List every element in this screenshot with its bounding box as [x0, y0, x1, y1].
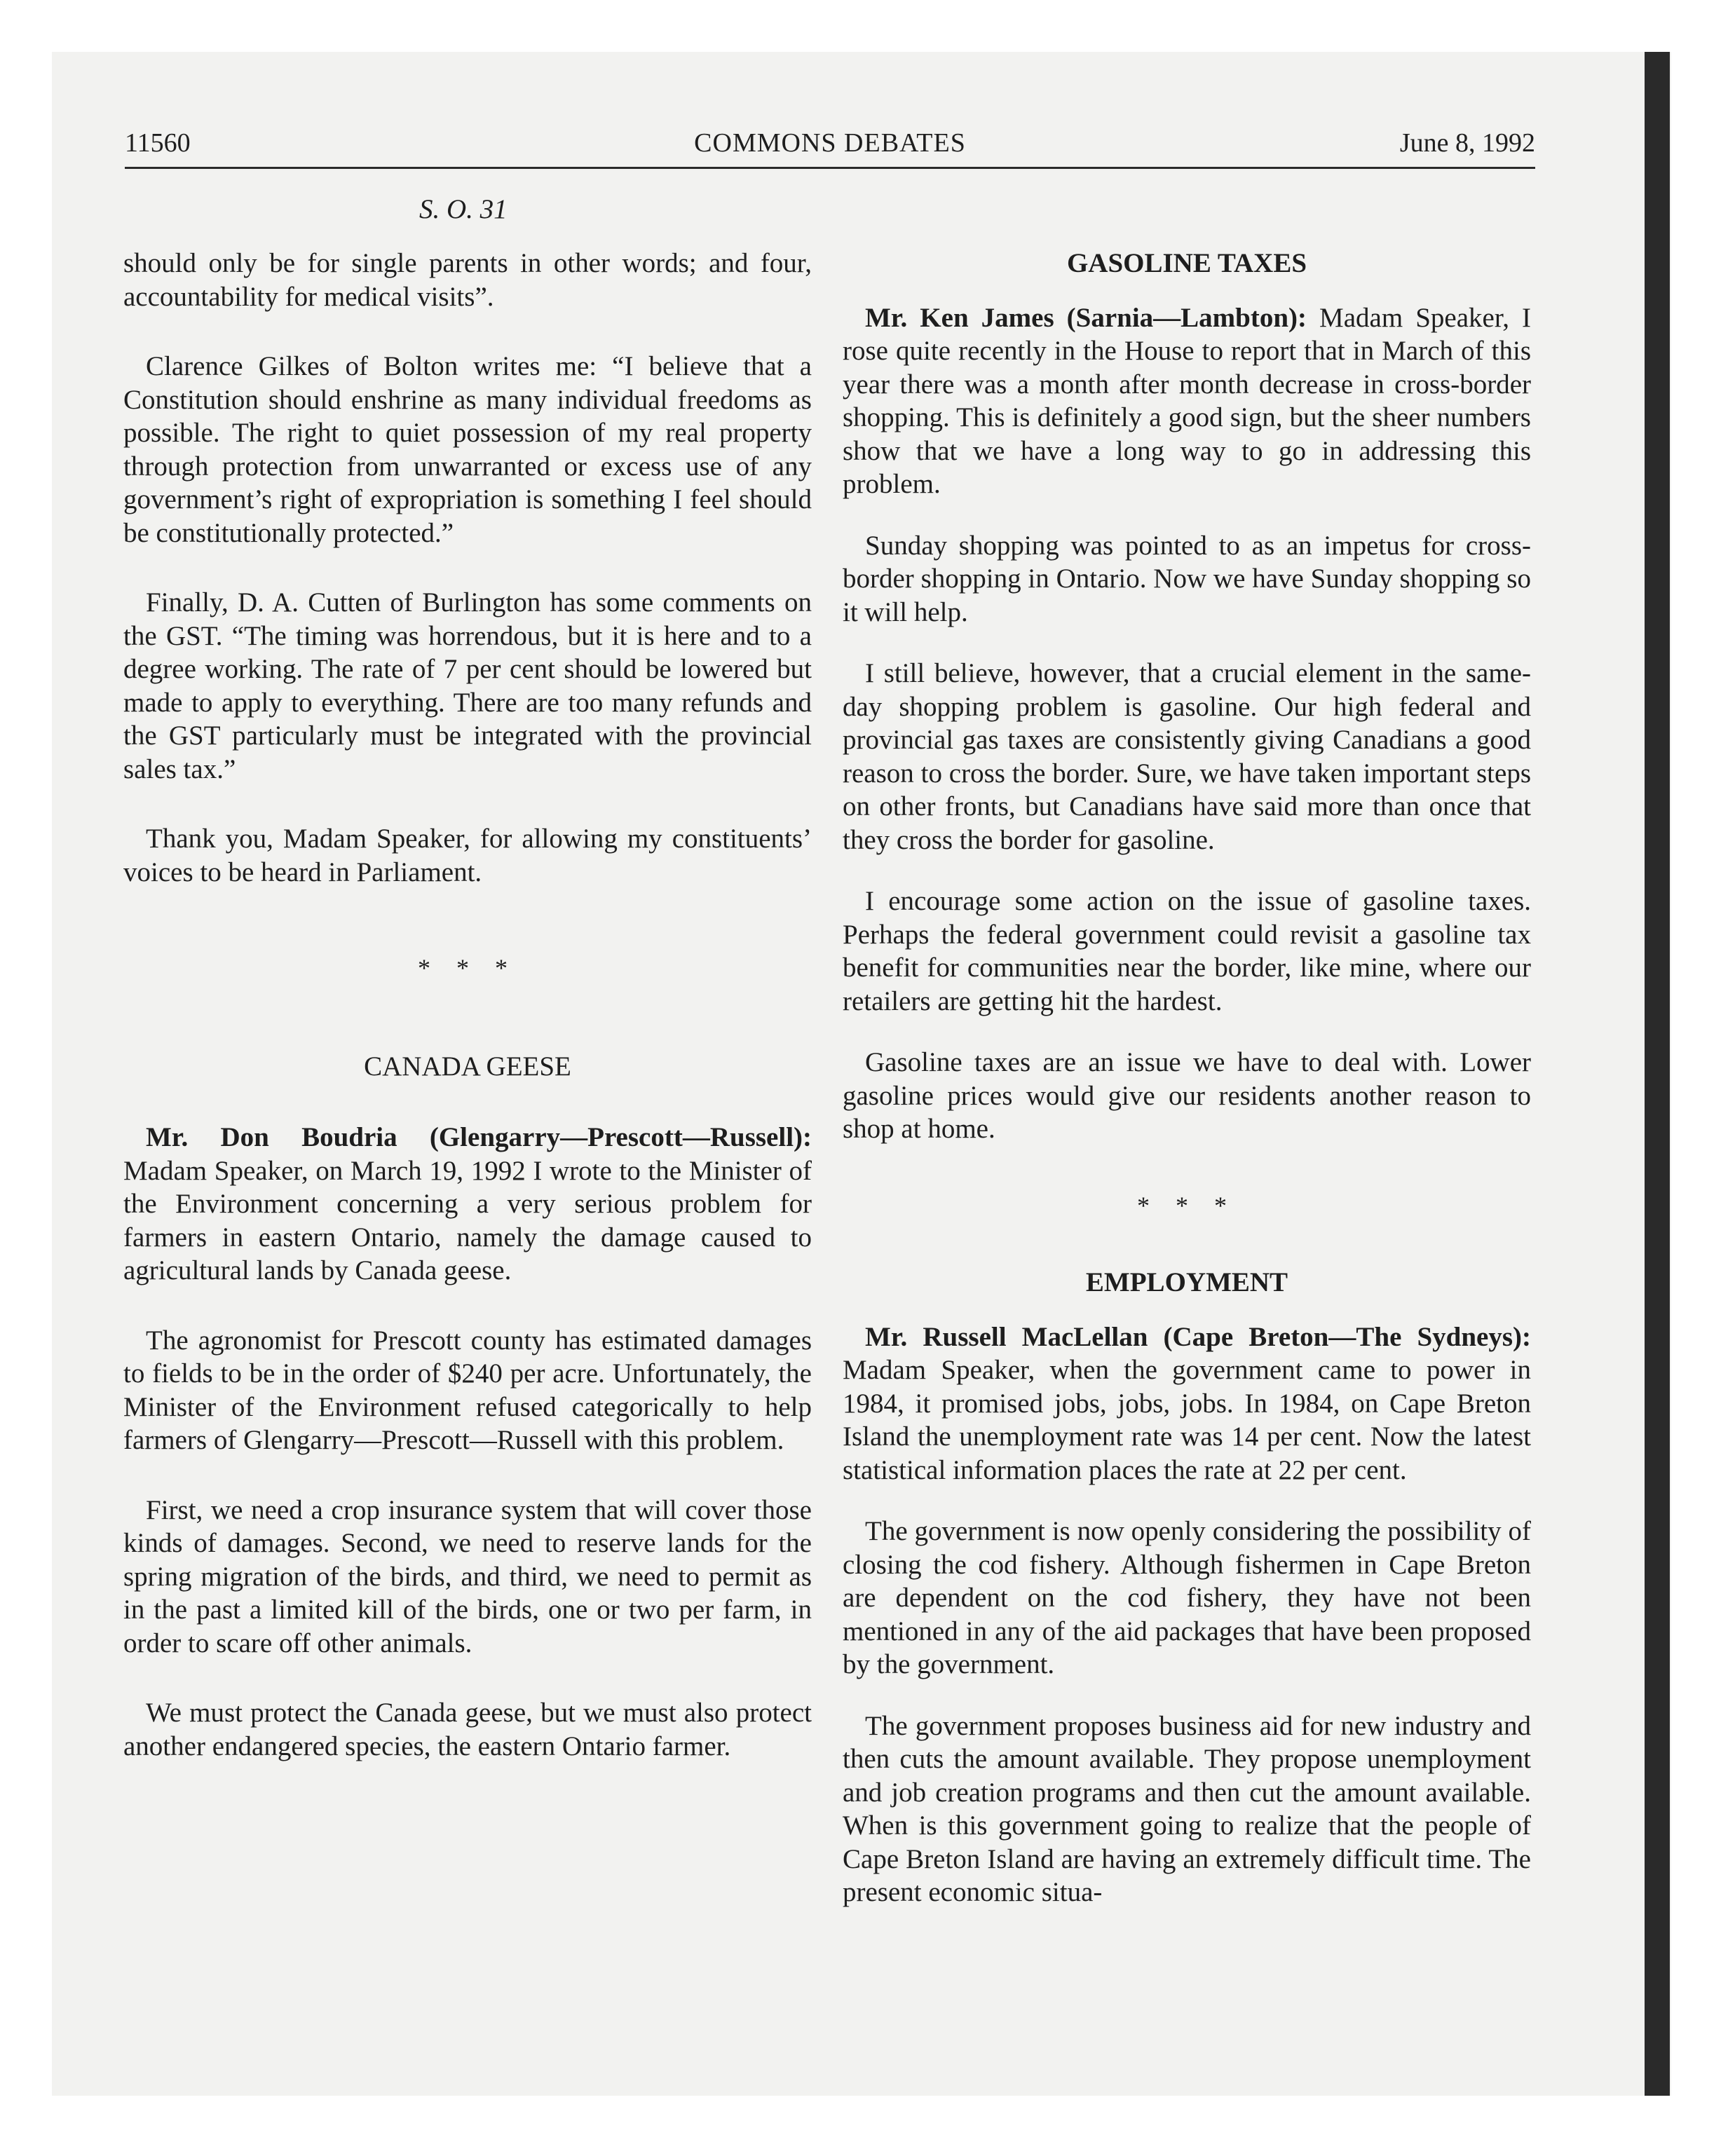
page-header — [125, 125, 1535, 169]
speech-paragraph — [123, 1121, 812, 1288]
speech-paragraph — [843, 1321, 1531, 1487]
speaker-name: Mr. Russell MacLellan (Cape Breton—The Sydneys): — [865, 1321, 1531, 1352]
section-heading: CANADA GEESE — [364, 1051, 571, 1082]
paragraph: Clarence Gilkes of Bolton writes me: “I believe that a Constitution should enshrine as many individual freedoms as possible. The right to quiet possession of my real property through protection from unwarranted or excess use of any government’s right of expropriation is something I feel should be constitutionally protected.” — [123, 351, 812, 548]
speaker-name: Mr. Don Boudria (Glengarry—Prescott—Russell): — [146, 1122, 812, 1152]
speech-text: Madam Speaker, on March 19, 1992 I wrote to the Minister of the Environment concerning a very serious problem for farmers in eastern Ontario, namely the damage caused to agricultural lands by Canada geese. — [123, 1155, 812, 1285]
speech-text: Madam Speaker, I rose quite recently in the House to report that in March of this year there was a month after month decrease in cross-border shopping. This is definitely a good sign, but the sheer numbers show that we have a long way to go in addressing this problem. — [843, 302, 1531, 499]
speech-text: Madam Speaker, when the government came to power in 1984, it promised jobs, jobs, jobs. In 1984, on Cape Breton Island the unemployment rate was 14 per cent. Now the latest statistical information places the rate at 22 per cent. — [843, 1355, 1531, 1485]
page-date: June 8, 1992 — [1399, 128, 1535, 158]
section-heading: GASOLINE TAXES — [1066, 248, 1307, 278]
paragraph: We must protect the Canada geese, but we must also protect another endangered species, the eastern Ontario farmer. — [123, 1698, 812, 1761]
paragraph: Gasoline taxes are an issue we have to deal with. Lower gasoline prices would give our residents another reason to shop at home. — [843, 1047, 1531, 1144]
section-heading: EMPLOYMENT — [1085, 1267, 1288, 1297]
left-column — [123, 247, 812, 1763]
speaker-name: Mr. Ken James (Sarnia—Lambton): — [865, 302, 1307, 333]
section-marker: S. O. 31 — [419, 194, 508, 224]
speech-paragraph — [843, 301, 1531, 501]
section-divider-stars: * * * — [1137, 1191, 1237, 1220]
paragraph: Finally, D. A. Cutten of Burlington has some comments on the GST. “The timing was horrendous, but it is here and to a degree working. The rate of 7 per cent should be lowered but made to apply to everything. There are too many refunds and the GST particularly must be integrated with the provincial sales tax.” — [123, 587, 812, 784]
paragraph: I still believe, however, that a crucial element in the same-day shopping problem is gasoline. Our high federal and provincial gas taxes are consistently giving Canadians a good reason to cross the border. Sure, we have taken important steps on other fronts, but Canadians have said more than once that they cross the border for gasoline. — [843, 658, 1531, 855]
paragraph: The government proposes business aid for new industry and then cuts the amount available. They propose unemployment and job creation programs and then cut the amount available. When is this government going to realize that the people of Cape Breton Island are having an extremely difficult time. The present economic situa- — [843, 1710, 1531, 1907]
paragraph: I encourage some action on the issue of gasoline taxes. Perhaps the federal government could revisit a gasoline tax benefit for communities near the border, like mine, where our retailers are getting hit the hardest. — [843, 886, 1531, 1016]
paragraph: should only be for single parents in other words; and four, accountability for medical visits”. — [123, 248, 812, 312]
section-divider-stars: * * * — [418, 954, 517, 982]
publication-title: COMMONS DEBATES — [694, 128, 966, 158]
paragraph: Thank you, Madam Speaker, for allowing my constituents’ voices to be heard in Parliament. — [123, 824, 812, 887]
paragraph: Sunday shopping was pointed to as an impetus for cross-border shopping in Ontario. Now we have Sunday shopping so it will help. — [843, 530, 1531, 627]
paragraph: The agronomist for Prescott county has estimated damages to fields to be in the order of $240 per acre. Unfortunately, the Minister of the Environment refused categorically to help farmers of Glengarry—Prescott—Russell with this problem. — [123, 1325, 812, 1455]
paragraph: First, we need a crop insurance system that will cover those kinds of damages. Second, we need to reserve lands for the spring migration of the birds, and third, we need to permit as in the past a limited kill of the birds, one or two per farm, in order to scare off other animals. — [123, 1494, 812, 1658]
scan-edge-bar — [1645, 52, 1670, 2096]
page-number: 11560 — [125, 128, 191, 158]
right-column — [843, 247, 1531, 1909]
paragraph: The government is now openly considering the possibility of closing the cod fishery. Although fishermen in Cape Breton are dependent on the cod fishery, they have not been mentioned in any of the aid packages that have been proposed by the government. — [843, 1516, 1531, 1679]
